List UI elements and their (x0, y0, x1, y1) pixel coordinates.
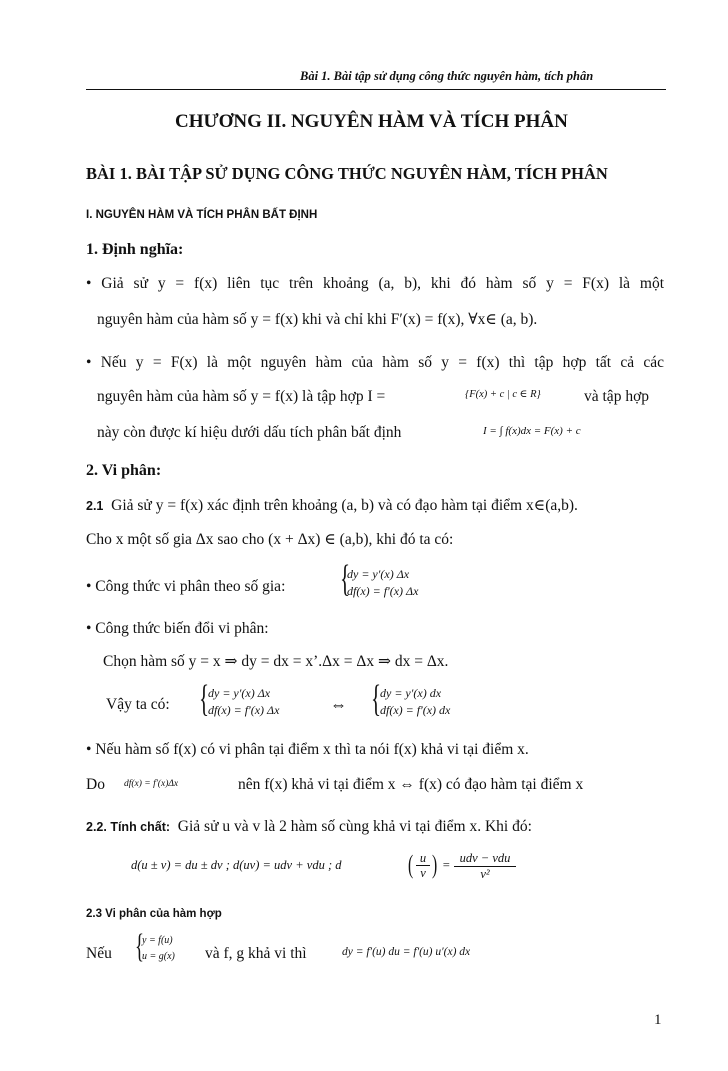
properties-number: 2.2. Tính chất: (86, 820, 171, 834)
thus-label: Vậy ta có: (106, 696, 170, 713)
differentiable-line: • Nếu hàm số f(x) có vi phân tại điểm x thì ta nói f(x) khả vi tại điểm x. (86, 741, 529, 758)
formula-line: df(x) = f′(x) Δx (347, 584, 419, 598)
system-right (380, 685, 450, 719)
paren-open: ( (408, 850, 414, 879)
system-line: y = f(u) (142, 935, 173, 946)
choose-function-line: Chọn hàm số y = x ⇒ dy = dx = x’.Δx = Δx ⇒ dx = Δx. (103, 653, 449, 670)
running-header: Bài 1. Bài tập sử dụng công thức nguyên hàm, tích phân (300, 69, 594, 83)
composite-heading: 2.3 Vi phân của hàm hợp (86, 908, 222, 920)
left-brace: { (371, 678, 382, 720)
formula-line: dy = y′(x) Δx (347, 567, 410, 581)
section-heading: I. NGUYÊN HÀM VÀ TÍCH PHÂN BẤT ĐỊNH (86, 209, 318, 221)
system-left (208, 685, 279, 719)
definition-para1-text: Giả sử y = f(x) liên tục trên khoảng (a, b), khi đó hàm số y = F(x) là một (101, 275, 665, 292)
fraction-u-over-v (416, 851, 430, 880)
definition-heading: 1. Định nghĩa: (86, 241, 184, 258)
definition-para2-line2-end: và tập hợp (584, 388, 650, 405)
definition-para2-text: Nếu y = F(x) là một nguyên hàm của hàm số y = f(x) thì tập hợp tất cả các (100, 354, 665, 371)
system-line: u = g(x) (142, 951, 175, 962)
fraction-numerator: u (416, 851, 430, 866)
left-brace: { (340, 558, 351, 600)
composite-system (142, 933, 175, 965)
bullet-icon: • (86, 275, 92, 292)
subsection-2-1 (86, 496, 578, 515)
subsection-number: 2.1 (86, 499, 104, 513)
definition-para2-line2: nguyên hàm của hàm số y = f(x) là tập hợp I = (97, 388, 386, 405)
fraction-denominator: v (420, 866, 426, 880)
properties-text: Giả sử u và v là 2 hàm số cùng khả vi tại điểm x. Khi đó: (177, 818, 532, 835)
formula-system (347, 566, 418, 600)
subsection-2-1-line2: Cho x một số gia Δx sao cho (x + Δx) ∈ (a,b), khi đó ta có: (86, 531, 454, 548)
properties-formula: d(u ± v) = du ± dv ; d(uv) = udv + vdu ; d (131, 858, 342, 872)
do-formula: df(x) = f′(x)Δx (124, 779, 179, 789)
header-rule (86, 89, 666, 90)
left-brace: { (199, 678, 210, 720)
composite-formula: dy = f′(u) du = f′(u) u′(x) dx (342, 946, 471, 958)
system-line: dy = y′(x) Δx (208, 686, 271, 700)
subsection-2-1-text: Giả sử y = f(x) xác định trên khoảng (a, b) và có đạo hàm tại điểm x∈(a,b). (111, 497, 578, 514)
fraction-numerator: udv − vdu (454, 851, 516, 867)
if-label: Nếu (86, 945, 112, 962)
system-line: dy = y′(x) dx (380, 686, 442, 700)
indefinite-integral-formula: I = ∫ f(x)dx = F(x) + c (483, 425, 581, 437)
system-line: df(x) = f′(x) dx (380, 703, 451, 717)
do-label: Do (86, 776, 105, 793)
bullet-icon: • (86, 354, 92, 371)
definition-para2-line3: này còn được kí hiệu dưới dấu tích phân bất định (97, 424, 402, 441)
system-line: df(x) = f′(x) Δx (208, 703, 280, 717)
formula-label: • Công thức vi phân theo số gia: (86, 578, 286, 595)
properties-line (86, 818, 532, 836)
quotient-fraction (454, 851, 516, 882)
transform-label: • Công thức biến đổi vi phân: (86, 620, 269, 637)
antiderivative-set: {F(x) + c | c ∈ R} (465, 389, 541, 400)
left-brace: { (135, 928, 144, 965)
equals-sign: = (442, 858, 451, 872)
lesson-title: BÀI 1. BÀI TẬP SỬ DỤNG CÔNG THỨC NGUYÊN HÀM, TÍCH PHÂN (86, 164, 608, 183)
composite-middle-text: và f, g khả vi thì (205, 945, 307, 962)
equivalence-symbol: ⇔ (330, 695, 347, 714)
definition-para1-line1 (86, 275, 664, 293)
definition-para1-line2: nguyên hàm của hàm số y = f(x) khi và chỉ khi F′(x) = f(x), ∀x∈ (a, b). (97, 311, 538, 328)
chapter-title: CHƯƠNG II. NGUYÊN HÀM VÀ TÍCH PHÂN (175, 111, 568, 132)
do-text: nên f(x) khả vi tại điểm x ⇔ f(x) có đạo hàm tại điểm x (238, 776, 584, 793)
definition-para2-line1 (86, 354, 664, 372)
fraction-denominator: v² (480, 867, 490, 881)
paren-close: ) (432, 850, 438, 879)
page-number: 1 (654, 1012, 662, 1028)
differential-heading: 2. Vi phân: (86, 462, 162, 479)
